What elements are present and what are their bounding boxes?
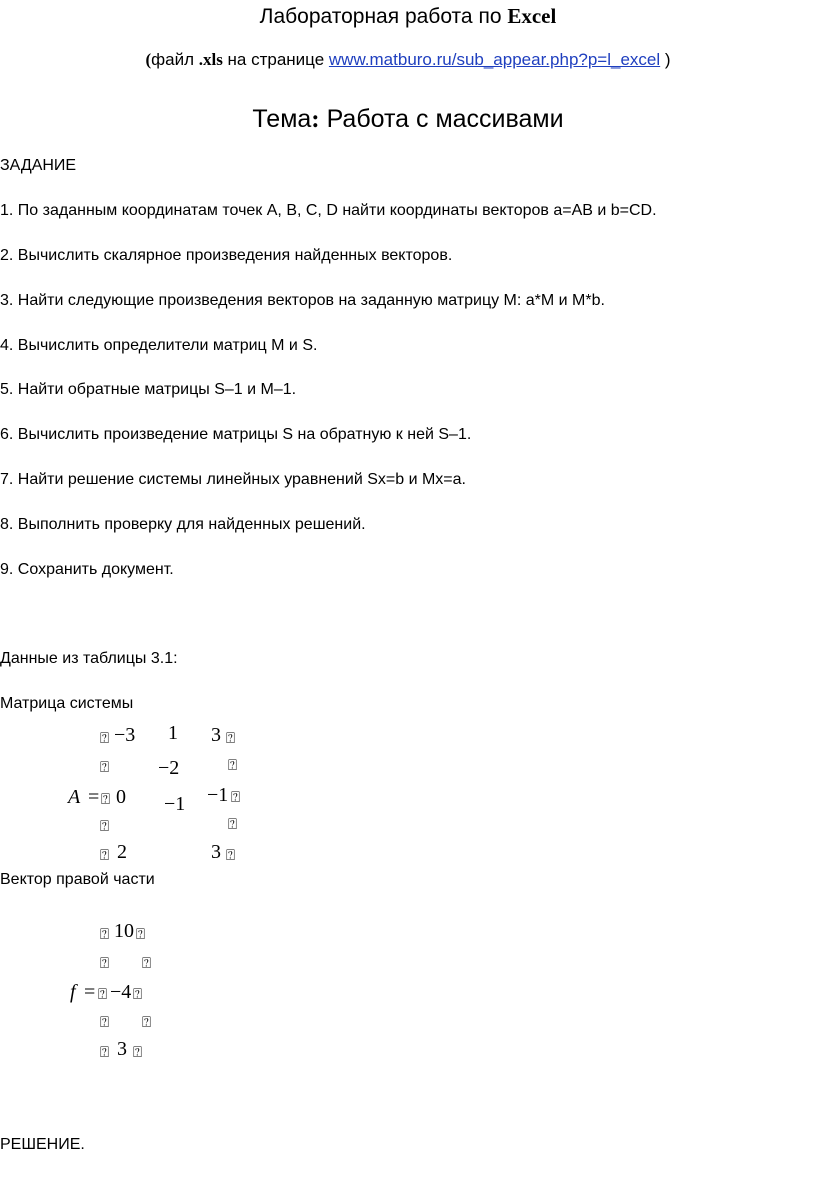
file-reference xyxy=(0,50,816,70)
task-item-1: 1. По заданным координатам точек A, B, C, D найти координаты векторов a=AB и b=CD. xyxy=(0,202,657,219)
bracket-placeholder-icon: ⍰ xyxy=(100,758,110,776)
task-item-5: 5. Найти обратные матрицы S–1 и M–1. xyxy=(0,381,297,398)
task-item-3: 3. Найти следующие произведения векторов на заданную матрицу M: a*M и M*b. xyxy=(0,292,605,309)
file-extension: .xls xyxy=(198,50,223,69)
vector-f-name xyxy=(70,981,76,1004)
bracket-placeholder-icon: ⍰ xyxy=(226,729,236,747)
bracket-placeholder-icon: ⍰ xyxy=(142,1013,152,1031)
matburo-link[interactable]: www.matburo.ru/sub_appear.php?p=l_excel xyxy=(328,50,661,69)
matrix-a-eq: = xyxy=(88,786,100,808)
file-word: файл xyxy=(151,50,199,69)
open-paren: ( xyxy=(145,50,152,69)
bracket-placeholder-icon: ⍰ xyxy=(136,925,146,943)
matrix-a-r1c2: 1 xyxy=(168,722,178,744)
matrix-a-r3c2: −1 xyxy=(164,793,186,815)
bracket-placeholder-icon: ⍰ xyxy=(100,1013,110,1031)
bracket-placeholder-icon: ⍰ xyxy=(101,790,111,808)
solution-heading: РЕШЕНИЕ. xyxy=(0,1136,85,1153)
bracket-placeholder-icon: ⍰ xyxy=(100,846,110,864)
bracket-placeholder-icon: ⍰ xyxy=(231,788,241,806)
matrix-a-r1c1: −3 xyxy=(114,724,136,746)
bracket-placeholder-icon: ⍰ xyxy=(100,954,110,972)
task-item-6: 6. Вычислить произведение матрицы S на обратную к ней S–1. xyxy=(0,426,472,443)
topic-colon: : xyxy=(311,106,320,133)
topic-text: Работа с массивами xyxy=(319,105,564,133)
vector-f-v2: −4 xyxy=(110,981,132,1003)
vector-f-eq: = xyxy=(84,981,96,1003)
matrix-label: Матрица системы xyxy=(0,695,134,712)
bracket-placeholder-icon: ⍰ xyxy=(100,1043,110,1061)
vector-f-letter: f xyxy=(70,981,76,1003)
matrix-a-r5c3: 3 xyxy=(211,841,221,863)
vector-f-v1: 10 xyxy=(114,920,134,942)
matrix-a-r1c3: 3 xyxy=(211,724,221,746)
task-heading: ЗАДАНИЕ xyxy=(0,157,77,174)
topic-heading xyxy=(0,105,816,134)
vector-f-v3: 3 xyxy=(117,1038,127,1060)
bracket-placeholder-icon: ⍰ xyxy=(100,817,110,835)
bracket-placeholder-icon: ⍰ xyxy=(100,729,110,747)
vector-label: Вектор правой части xyxy=(0,871,155,888)
topic-label: Тема xyxy=(252,105,312,133)
bracket-placeholder-icon: ⍰ xyxy=(226,846,236,864)
data-label: Данные из таблицы 3.1: xyxy=(0,650,178,667)
task-item-2: 2. Вычислить скалярное произведения найденных векторов. xyxy=(0,247,453,264)
task-item-4: 4. Вычислить определители матриц M и S. xyxy=(0,337,318,354)
bracket-placeholder-icon: ⍰ xyxy=(133,1043,143,1061)
task-item-9: 9. Сохранить документ. xyxy=(0,561,174,578)
title-excel: Excel xyxy=(507,4,557,28)
task-item-7: 7. Найти решение системы линейных уравнений Sx=b и Mx=a. xyxy=(0,471,466,488)
on-page-text: на странице xyxy=(222,50,329,69)
bracket-placeholder-icon: ⍰ xyxy=(142,954,152,972)
matrix-a-r3c3: −1 xyxy=(207,784,229,806)
bracket-placeholder-icon: ⍰ xyxy=(100,925,110,943)
bracket-placeholder-icon: ⍰ xyxy=(228,756,238,774)
close-paren: ) xyxy=(660,50,671,69)
bracket-placeholder-icon: ⍰ xyxy=(98,985,108,1003)
matrix-a-letter: A xyxy=(68,786,81,808)
task-item-8: 8. Выполнить проверку для найденных решений. xyxy=(0,516,366,533)
matrix-a-r3c1: 0 xyxy=(116,786,126,808)
matrix-a-r5c1: 2 xyxy=(117,841,127,863)
bracket-placeholder-icon: ⍰ xyxy=(133,985,143,1003)
bracket-placeholder-icon: ⍰ xyxy=(228,815,238,833)
document-title xyxy=(0,4,816,29)
matrix-a-r2c2: −2 xyxy=(158,757,180,779)
title-prefix: Лабораторная работа по xyxy=(259,5,508,28)
matrix-a-name xyxy=(68,786,80,809)
